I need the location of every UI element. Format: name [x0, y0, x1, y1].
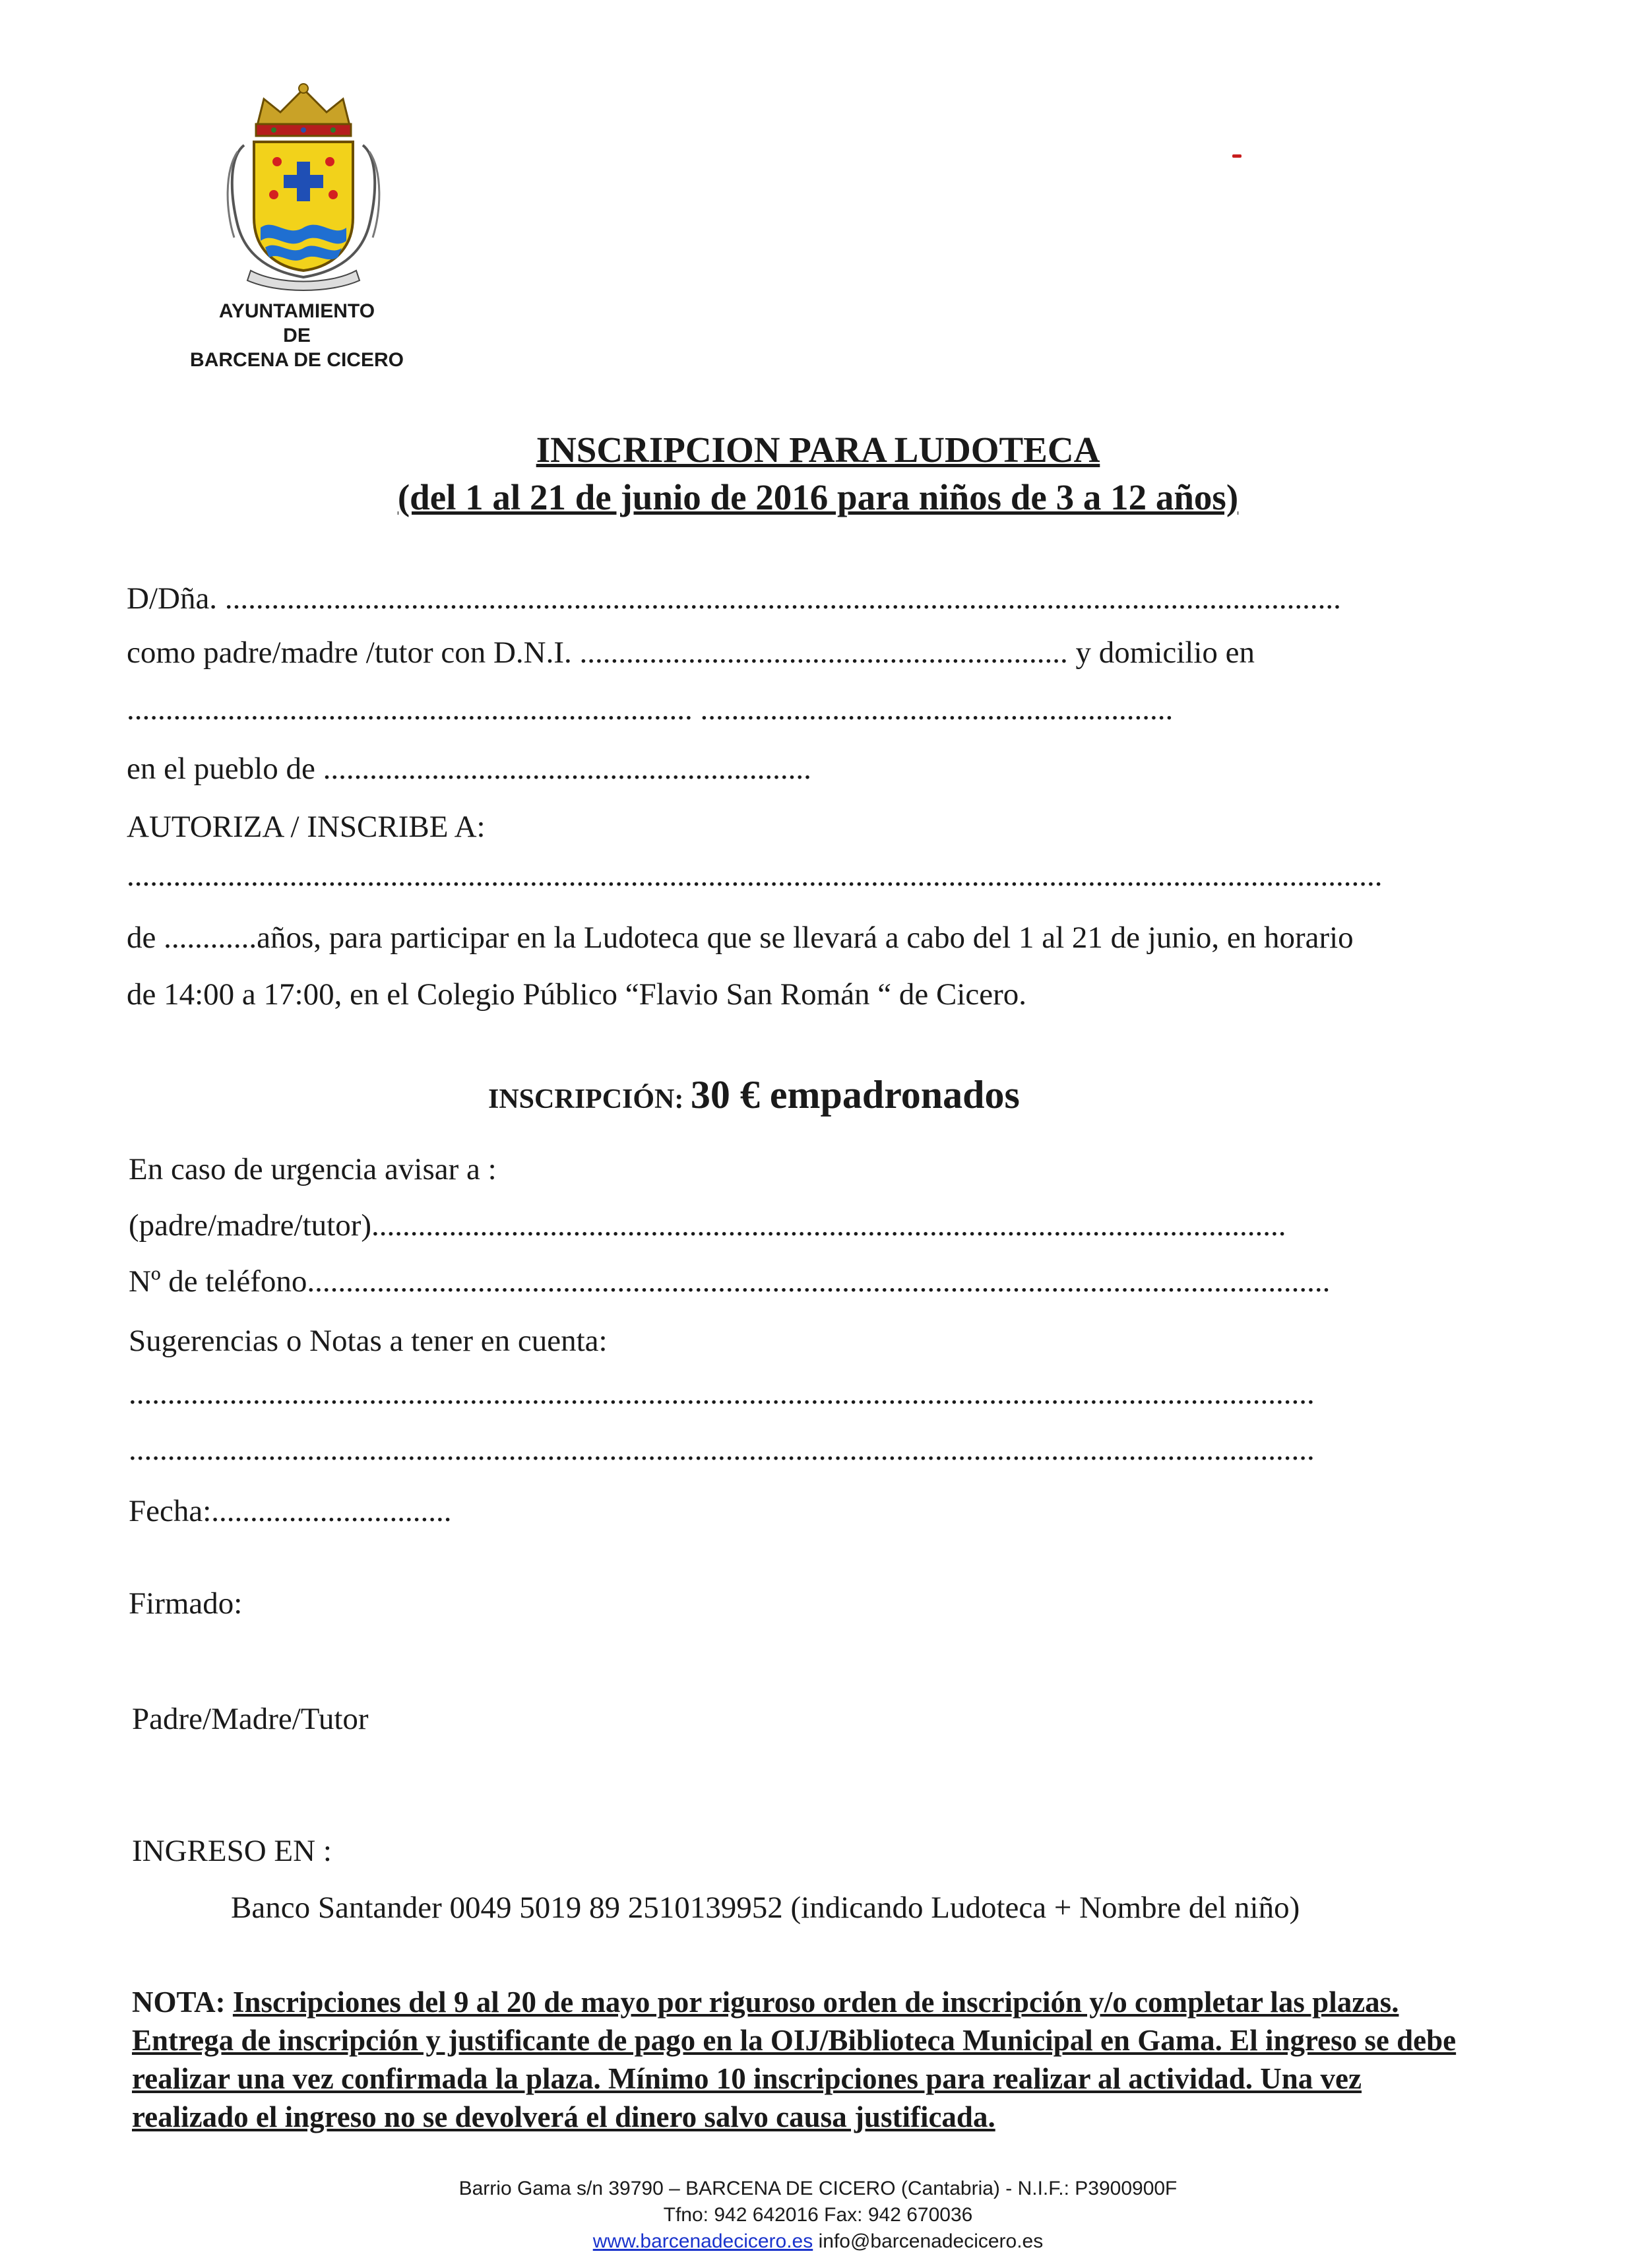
fee-label: INSCRIPCIÓN:: [488, 1084, 684, 1115]
footer-address: Barrio Gama s/n 39790 – BARCENA DE CICERO (Cantabria) - N.I.F.: P3900900F: [458, 2178, 1178, 2199]
crown-icon: [256, 84, 351, 136]
org-name-line1: AYUNTAMIENTO: [218, 300, 375, 322]
note-prefix: NOTA:: [132, 1986, 226, 2019]
dni-field[interactable]: ...............................................................: [579, 635, 1076, 670]
town-line: [127, 751, 811, 787]
notes-field-1[interactable]: .........................................................................................................................................................: [129, 1377, 1315, 1411]
fee-line: [488, 1072, 1020, 1118]
address-field[interactable]: ......................................................................... .............................................................: [127, 692, 1174, 727]
name-line: [127, 581, 1341, 616]
payment-heading: INGRESO EN :: [132, 1834, 332, 1868]
phone-line: [129, 1264, 1330, 1299]
bank-line: Banco Santander 0049 5019 89 2510139952 (indicando Ludoteca + Nombre del niño): [231, 1891, 1300, 1925]
date-line: [129, 1493, 452, 1529]
parent-line: [127, 635, 1255, 670]
age-field[interactable]: ............: [164, 921, 257, 955]
contact-field[interactable]: ......................................................................................................................: [371, 1208, 1286, 1243]
org-name-line3: BARCENA DE CICERO: [190, 349, 404, 371]
authorizes-label: AUTORIZA / INSCRIBE A:: [127, 810, 486, 844]
town-field[interactable]: ...............................................................: [323, 752, 811, 786]
footer-phones: Tfno: 942 642016 Fax: 942 670036: [663, 2204, 973, 2226]
age-suffix: años, para participar en la Ludoteca que se llevará a cabo del 1 al 21 de junio, en horario: [257, 921, 1354, 955]
page-title: INSCRIPCION PARA LUDOTECA: [536, 430, 1100, 470]
phone-field[interactable]: ....................................................................................................................................: [307, 1264, 1331, 1299]
footer-contact: [0, 2230, 1636, 2253]
shield-icon: [254, 142, 353, 271]
domicile-label: y domicilio en: [1075, 635, 1255, 670]
age-prefix: de: [127, 921, 156, 955]
scan-mark: [1232, 154, 1242, 158]
name-label: D/Dña.: [127, 581, 218, 616]
date-label: Fecha:: [129, 1494, 212, 1528]
guardian-label: Padre/Madre/Tutor: [132, 1702, 369, 1736]
email-text: info@barcenadecicero.es: [818, 2230, 1044, 2252]
note-text: Inscripciones del 9 al 20 de mayo por riguroso orden de inscripción y/o completar las plazas. Entrega de inscripción y justificante de pago en la OIJ/Biblioteca Municipal en Gama. El ingreso se debe realizar una vez confirmada la plaza. Mínimo 10 inscripciones para realizar al actividad. Una vez realizado el ingreso no se devolverá el dinero salvo causa justificada.: [132, 1986, 1457, 2133]
date-field[interactable]: ...............................: [211, 1494, 452, 1528]
contact-line: [129, 1208, 1286, 1243]
website-link[interactable]: www.barcenadecicero.es: [592, 2230, 813, 2252]
note-block: [132, 1983, 1458, 2136]
phone-label: Nº de teléfono: [129, 1264, 307, 1299]
town-label: en el pueblo de: [127, 752, 315, 786]
child-name-field[interactable]: ..................................................................................................................................................................: [127, 859, 1383, 893]
signed-label: Firmado:: [129, 1586, 243, 1621]
name-field[interactable]: ................................................................................................................................................: [224, 581, 1341, 616]
org-name-line2: DE: [283, 325, 311, 346]
emergency-heading: En caso de urgencia avisar a :: [129, 1152, 497, 1186]
contact-label: (padre/madre/tutor): [129, 1208, 371, 1243]
notes-label: Sugerencias o Notas a tener en cuenta:: [129, 1324, 608, 1358]
notes-field-2[interactable]: .........................................................................................................................................................: [129, 1433, 1315, 1467]
coat-of-arms-logo: [224, 79, 383, 297]
schedule-line: de 14:00 a 17:00, en el Colegio Público “Flavio San Román “ de Cicero.: [127, 977, 1027, 1012]
fee-amount: 30 € empadronados: [690, 1073, 1020, 1117]
page-subtitle: (del 1 al 21 de junio de 2016 para niños de 3 a 12 años): [397, 477, 1239, 517]
parent-label: como padre/madre /tutor con D.N.I.: [127, 635, 572, 670]
age-line: [127, 920, 1354, 956]
